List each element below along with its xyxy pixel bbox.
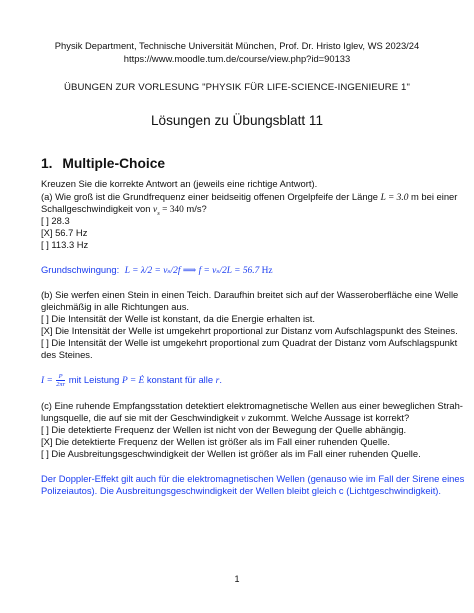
option-b-2: [X] Die Intensität der Welle ist umgekehrt proportional zur Distanz vom Aufschlagspunkt des Steines.: [41, 325, 458, 336]
option-c-3: [ ] Die Ausbreitungsgeschwindigkeit der Wellen ist größer als im Fall einer ruhenden Quelle.: [41, 448, 421, 459]
question-b-line1: (b) Sie werfen einen Stein in einen Teich. Daraufhin breitet sich auf der Wasseroberfläche eine Welle: [41, 289, 459, 300]
question-a-text: (a) Wie groß ist die Grundfrequenz einer beidseitig offenen Orgelpfeife der Länge: [41, 191, 381, 202]
solution-a-label: Grundschwingung:: [41, 264, 120, 275]
power-formula: P = Ė: [121, 375, 145, 386]
header-url-line: https://www.moodle.tum.de/course/view.php?id=90133: [123, 53, 351, 64]
option-b-3-cont: des Steines.: [41, 349, 93, 360]
solution-b-text: mit Leistung: [66, 373, 122, 385]
solution-a: [41, 264, 273, 277]
section-heading: [41, 156, 165, 171]
radius-symbol: r: [215, 375, 220, 386]
header-course-line: Physik Department, Technische Universität München, Prof. Dr. Hristo Iglev, WS 2023/24: [54, 40, 420, 51]
option-b-1: [ ] Die Intensität der Welle ist konstant, da die Energie erhalten ist.: [41, 313, 315, 324]
velocity-symbol: v: [241, 414, 246, 424]
solution-a-formula: L = λ/2 = vₛ/2f ⟹ f = vₛ/2L = 56.7: [124, 266, 260, 276]
fraction-denominator: 2πr: [56, 381, 66, 388]
intensity-fraction: [56, 373, 65, 388]
solution-c-line1: Der Doppler-Effekt gilt auch für die elektromagnetischen Wellen (genauso wie im Fall der Sirene eines: [41, 473, 465, 484]
question-c-text-end: zukommt. Welche Aussage ist korrekt?: [245, 412, 410, 423]
question-a-text2: Schallgeschwindigkeit von: [41, 203, 154, 214]
fraction-numerator: P: [56, 373, 65, 381]
sound-speed-value: = 340: [159, 205, 184, 215]
document-title: Lösungen zu Übungsblatt 11: [150, 113, 324, 128]
solution-a-unit: Hz: [259, 266, 273, 276]
option-b-3: [ ] Die Intensität der Welle ist umgekehrt proportional zum Quadrat der Distanz vom Aufschlagspunkt: [41, 337, 458, 348]
option-c-2: [X] Die detektierte Frequenz der Wellen ist größer als im Fall einer ruhenden Quelle.: [41, 436, 390, 447]
sound-speed-unit: m/s?: [183, 203, 207, 214]
solution-c-line2: Polizeiautos). Die Ausbreitungsgeschwindigkeit der Wellen bleibt gleich c (Lichtgeschwindigkeit).: [41, 485, 442, 496]
section-title: Multiple-Choice: [62, 156, 166, 171]
sound-speed-subscript: s: [157, 209, 160, 217]
solution-b: [41, 373, 222, 388]
option-a-2: [X] 56.7 Hz: [41, 227, 88, 238]
page-number: 1: [234, 574, 240, 584]
question-b-line2: gleichmäßig in alle Richtungen aus.: [41, 301, 189, 312]
intro-text: Kreuzen Sie die korrekte Antwort an (jeweils eine richtige Antwort).: [41, 178, 318, 189]
option-a-3: [ ] 113.3 Hz: [41, 239, 89, 250]
section-number: 1.: [41, 156, 53, 171]
question-c-line1: (c) Eine ruhende Empfangsstation detektiert elektromagnetische Wellen aus einer beweglichen Strah-: [41, 400, 463, 411]
sound-speed-symbol: v: [153, 205, 158, 215]
question-c-text: lungsquelle, die auf sie mit der Geschwindigkeit: [41, 412, 242, 423]
question-a-text-end: m bei einer: [408, 191, 458, 202]
option-c-1: [ ] Die detektierte Frequenz der Wellen ist nicht von der Bewegung der Quelle abhängig.: [41, 424, 407, 435]
exercise-banner: ÜBUNGEN ZUR VORLESUNG "PHYSIK FÜR LIFE-SCIENCE-INGENIEURE 1": [64, 82, 410, 93]
intensity-symbol: I =: [41, 375, 56, 386]
solution-b-text2: konstant für alle: [144, 373, 216, 385]
option-a-1: [ ] 28.3: [41, 215, 70, 226]
solution-b-end: .: [219, 373, 222, 385]
question-a-length-math: L = 3.0: [380, 193, 409, 203]
